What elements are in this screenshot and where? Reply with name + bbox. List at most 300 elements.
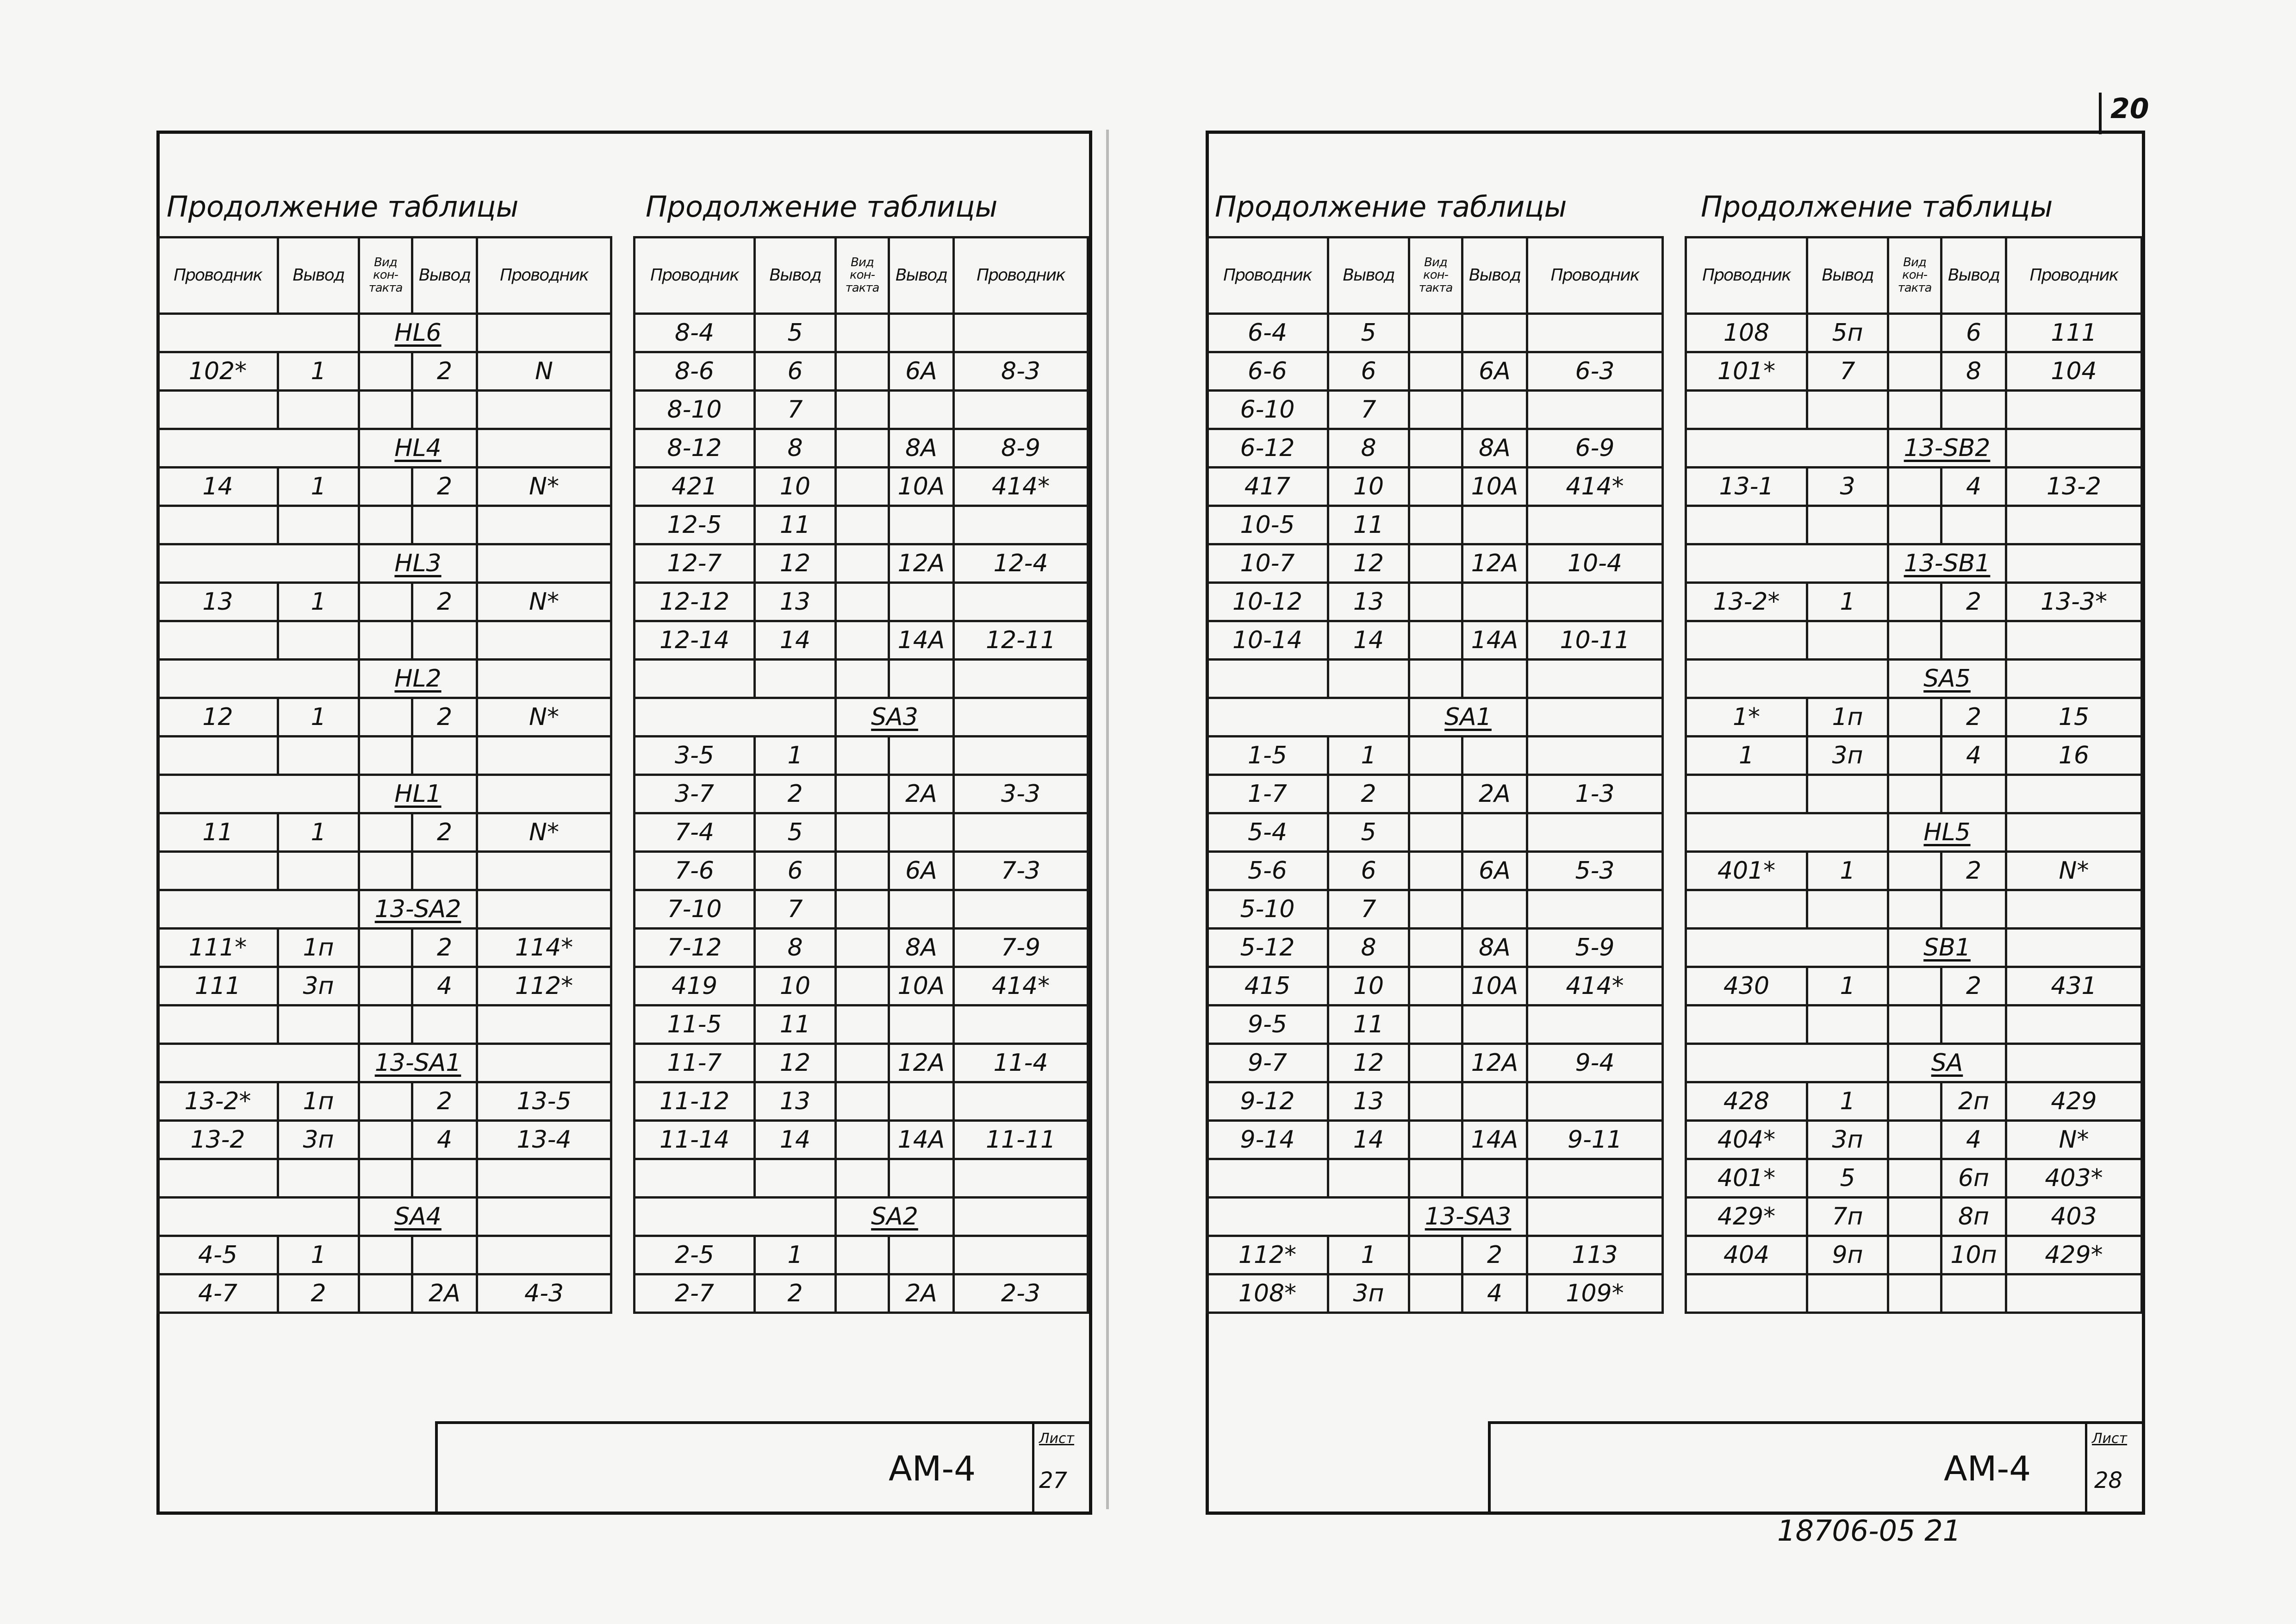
table-row bbox=[1686, 852, 2142, 890]
left-wiring-table-1 bbox=[156, 236, 612, 1314]
section-row bbox=[158, 1198, 611, 1236]
cell-terminal-to bbox=[1462, 1159, 1527, 1198]
table-row bbox=[635, 621, 1088, 660]
device-section-label: SA5 bbox=[1923, 665, 1971, 693]
cell-terminal-from bbox=[278, 1006, 359, 1044]
cell-terminal-to bbox=[1941, 506, 2006, 544]
cell-contact-kind bbox=[836, 813, 889, 852]
cell-terminal-from bbox=[1328, 1159, 1409, 1198]
table-row-empty bbox=[158, 737, 611, 775]
cell-conductor-from: 102* bbox=[158, 352, 278, 391]
cell-conductor-to: N* bbox=[477, 813, 611, 852]
cell-terminal-from: 14 bbox=[755, 1121, 836, 1159]
cell-terminal-to: 10А bbox=[889, 967, 954, 1006]
cell-contact-kind bbox=[359, 737, 412, 775]
cell-terminal-to: 8п bbox=[1941, 1198, 2006, 1236]
cell-contact-kind bbox=[1888, 775, 1941, 813]
table-row bbox=[1207, 1236, 1663, 1274]
cell-contact-kind bbox=[1888, 1274, 1941, 1313]
header-conductor-to: Проводник bbox=[477, 237, 611, 314]
left-sheet-number: 27 bbox=[1039, 1468, 1068, 1493]
table-row bbox=[1207, 391, 1663, 429]
table-row bbox=[1207, 929, 1663, 967]
cell-conductor-to: 10-11 bbox=[1527, 621, 1663, 660]
cell-terminal-to: 14А bbox=[1462, 621, 1527, 660]
cell-contact-kind bbox=[359, 1159, 412, 1198]
cell-terminal-to: 8А bbox=[889, 429, 954, 468]
cell-conductor-to bbox=[954, 583, 1088, 621]
cell-contact-kind bbox=[1888, 1121, 1941, 1159]
cell-terminal-from: 11 bbox=[755, 506, 836, 544]
section-row bbox=[635, 698, 1088, 737]
cell-terminal-from: 5п bbox=[1807, 314, 1888, 352]
table-row bbox=[158, 1082, 611, 1121]
left-table2-heading: Продолжение таблицы bbox=[646, 190, 998, 224]
table-row bbox=[1686, 583, 2142, 621]
cell-conductor-to bbox=[1527, 1082, 1663, 1121]
cell-conductor-to bbox=[477, 1159, 611, 1198]
cell-conductor-from: 13-2 bbox=[158, 1121, 278, 1159]
table-row-empty bbox=[1686, 890, 2142, 929]
cell-conductor-from: 7-4 bbox=[635, 813, 755, 852]
cell-terminal-from: 1 bbox=[278, 352, 359, 391]
cell-conductor-from: 112* bbox=[1207, 1236, 1328, 1274]
cell-terminal-to: 10А bbox=[1462, 468, 1527, 506]
cell-conductor-from bbox=[158, 737, 278, 775]
cell-conductor-to bbox=[1527, 660, 1663, 698]
cell-terminal-to: 2 bbox=[1941, 967, 2006, 1006]
cell-conductor-from: 10-5 bbox=[1207, 506, 1328, 544]
cell-conductor-to: 13-3* bbox=[2006, 583, 2142, 621]
cell-conductor-to: 114* bbox=[477, 929, 611, 967]
cell-conductor-from: 9-14 bbox=[1207, 1121, 1328, 1159]
right-sheet-number: 28 bbox=[2094, 1468, 2123, 1493]
table-row-empty bbox=[1207, 660, 1663, 698]
cell-terminal-from: 13 bbox=[1328, 583, 1409, 621]
table-row bbox=[1686, 1198, 2142, 1236]
table-row bbox=[1686, 737, 2142, 775]
table-row bbox=[158, 1236, 611, 1274]
cell-contact-kind bbox=[1888, 352, 1941, 391]
cell-contact-kind bbox=[359, 468, 412, 506]
cell-terminal-from: 5 bbox=[1328, 314, 1409, 352]
cell-terminal-from bbox=[278, 621, 359, 660]
section-label-cell bbox=[836, 1198, 954, 1236]
cell-conductor-from: 7-10 bbox=[635, 890, 755, 929]
cell-terminal-to: 2 bbox=[412, 929, 477, 967]
cell-conductor-to: 16 bbox=[2006, 737, 2142, 775]
cell-conductor-from: 8-10 bbox=[635, 391, 755, 429]
cell-conductor-from: 12-5 bbox=[635, 506, 755, 544]
cell-contact-kind bbox=[1409, 352, 1462, 391]
header-terminal-to: Вывод bbox=[1462, 237, 1527, 314]
cell-conductor-to bbox=[477, 737, 611, 775]
cell-terminal-to: 4 bbox=[1941, 737, 2006, 775]
cell-conductor-to: 13-2 bbox=[2006, 468, 2142, 506]
right-sheet-label: Лист bbox=[2092, 1430, 2128, 1447]
cell-conductor-from: 108* bbox=[1207, 1274, 1328, 1313]
cell-terminal-to bbox=[412, 737, 477, 775]
cell-contact-kind bbox=[1888, 1198, 1941, 1236]
cell-terminal-from: 3п bbox=[1807, 737, 1888, 775]
table-row bbox=[635, 468, 1088, 506]
cell-contact-kind bbox=[1409, 890, 1462, 929]
cell-terminal-from: 10 bbox=[755, 468, 836, 506]
section-label-cell bbox=[359, 1198, 477, 1236]
header-contact-kind: Вид кон-такта bbox=[359, 237, 412, 314]
section-spacer bbox=[954, 698, 1088, 737]
header-conductor-to: Проводник bbox=[1527, 237, 1663, 314]
cell-conductor-to: 104 bbox=[2006, 352, 2142, 391]
device-section-label: 13-SB1 bbox=[1904, 550, 1991, 577]
cell-conductor-to bbox=[2006, 890, 2142, 929]
cell-terminal-to bbox=[412, 391, 477, 429]
cell-terminal-from bbox=[1807, 890, 1888, 929]
cell-terminal-to: 12А bbox=[1462, 544, 1527, 583]
section-spacer bbox=[477, 544, 611, 583]
cell-terminal-from: 7 bbox=[1328, 890, 1409, 929]
table-row bbox=[1207, 890, 1663, 929]
cell-terminal-to bbox=[1941, 1274, 2006, 1313]
section-spacer bbox=[158, 314, 359, 352]
cell-contact-kind bbox=[1888, 1082, 1941, 1121]
cell-terminal-from: 1 bbox=[1807, 852, 1888, 890]
cell-conductor-from: 111* bbox=[158, 929, 278, 967]
cell-contact-kind bbox=[1409, 1044, 1462, 1082]
header-terminal-to: Вывод bbox=[889, 237, 954, 314]
cell-terminal-from: 8 bbox=[755, 929, 836, 967]
cell-conductor-from: 404* bbox=[1686, 1121, 1807, 1159]
device-section-label: 13-SA2 bbox=[374, 895, 461, 923]
cell-contact-kind bbox=[1409, 1006, 1462, 1044]
table-row-empty bbox=[158, 1159, 611, 1198]
section-row bbox=[1686, 1044, 2142, 1082]
cell-contact-kind bbox=[836, 583, 889, 621]
cell-contact-kind bbox=[1888, 852, 1941, 890]
cell-contact-kind bbox=[359, 1121, 412, 1159]
section-spacer bbox=[477, 890, 611, 929]
cell-contact-kind bbox=[359, 1082, 412, 1121]
cell-contact-kind bbox=[836, 352, 889, 391]
cell-terminal-from: 1 bbox=[1807, 583, 1888, 621]
table-row bbox=[1207, 967, 1663, 1006]
cell-contact-kind bbox=[836, 1006, 889, 1044]
cell-terminal-from bbox=[278, 852, 359, 890]
section-row bbox=[158, 775, 611, 813]
header-terminal-to: Вывод bbox=[1941, 237, 2006, 314]
cell-conductor-from bbox=[158, 852, 278, 890]
cell-terminal-to: 2 bbox=[1941, 583, 2006, 621]
cell-conductor-to: 6-3 bbox=[1527, 352, 1663, 391]
cell-terminal-to bbox=[889, 314, 954, 352]
cell-conductor-from: 3-7 bbox=[635, 775, 755, 813]
cell-terminal-from: 14 bbox=[1328, 621, 1409, 660]
cell-conductor-from: 401* bbox=[1686, 852, 1807, 890]
cell-conductor-from bbox=[1686, 506, 1807, 544]
cell-terminal-from: 9п bbox=[1807, 1236, 1888, 1274]
cell-contact-kind bbox=[836, 660, 889, 698]
cell-terminal-from bbox=[278, 737, 359, 775]
cell-terminal-to bbox=[1941, 1006, 2006, 1044]
cell-terminal-to bbox=[1462, 890, 1527, 929]
device-section-label: 13-SB2 bbox=[1904, 434, 1991, 462]
section-row bbox=[158, 660, 611, 698]
table-row bbox=[158, 352, 611, 391]
cell-conductor-from: 421 bbox=[635, 468, 755, 506]
cell-terminal-to bbox=[889, 1006, 954, 1044]
table-row bbox=[1686, 352, 2142, 391]
cell-conductor-from: 108 bbox=[1686, 314, 1807, 352]
cell-terminal-to: 2п bbox=[1941, 1082, 2006, 1121]
cell-conductor-from: 7-12 bbox=[635, 929, 755, 967]
cell-contact-kind bbox=[836, 1121, 889, 1159]
cell-conductor-to: 403* bbox=[2006, 1159, 2142, 1198]
right-wiring-table-1 bbox=[1206, 236, 1664, 1314]
cell-contact-kind bbox=[1409, 506, 1462, 544]
cell-conductor-to bbox=[1527, 391, 1663, 429]
cell-contact-kind bbox=[359, 929, 412, 967]
table-row bbox=[1207, 813, 1663, 852]
cell-terminal-from: 2 bbox=[755, 775, 836, 813]
cell-conductor-to bbox=[1527, 1159, 1663, 1198]
cell-terminal-to: 2 bbox=[412, 1082, 477, 1121]
header-conductor-from: Проводник bbox=[1207, 237, 1328, 314]
cell-conductor-to bbox=[1527, 583, 1663, 621]
cell-contact-kind bbox=[836, 468, 889, 506]
cell-contact-kind bbox=[1888, 737, 1941, 775]
section-label-cell bbox=[359, 660, 477, 698]
cell-terminal-to bbox=[889, 1159, 954, 1198]
header-contact-kind: Вид кон-такта bbox=[1409, 237, 1462, 314]
cell-terminal-from: 12 bbox=[755, 1044, 836, 1082]
device-section-label: SA4 bbox=[394, 1203, 442, 1230]
cell-terminal-from: 1п bbox=[278, 929, 359, 967]
cell-contact-kind bbox=[1888, 391, 1941, 429]
cell-conductor-to: 11-11 bbox=[954, 1121, 1088, 1159]
table-row bbox=[158, 929, 611, 967]
cell-contact-kind bbox=[359, 391, 412, 429]
cell-terminal-from: 1 bbox=[278, 813, 359, 852]
header-conductor-to: Проводник bbox=[2006, 237, 2142, 314]
cell-conductor-from: 11-14 bbox=[635, 1121, 755, 1159]
table-row bbox=[635, 929, 1088, 967]
cell-terminal-to: 8А bbox=[889, 929, 954, 967]
cell-contact-kind bbox=[1409, 429, 1462, 468]
device-section-label: HL6 bbox=[394, 319, 442, 347]
table-row bbox=[635, 737, 1088, 775]
cell-contact-kind bbox=[836, 314, 889, 352]
document-number: 18706-05 21 bbox=[1777, 1514, 1961, 1548]
cell-contact-kind bbox=[359, 506, 412, 544]
cell-conductor-to bbox=[2006, 1274, 2142, 1313]
cell-conductor-to bbox=[2006, 775, 2142, 813]
cell-contact-kind bbox=[359, 852, 412, 890]
cell-conductor-from: 8-12 bbox=[635, 429, 755, 468]
cell-terminal-from: 13 bbox=[1328, 1082, 1409, 1121]
cell-contact-kind bbox=[836, 621, 889, 660]
section-row bbox=[158, 890, 611, 929]
section-label-cell bbox=[359, 775, 477, 813]
table-row bbox=[1207, 352, 1663, 391]
cell-conductor-from: 6-6 bbox=[1207, 352, 1328, 391]
header-conductor-to: Проводник bbox=[954, 237, 1088, 314]
cell-terminal-to bbox=[1462, 813, 1527, 852]
device-section-label: HL3 bbox=[394, 550, 442, 577]
header-conductor-from: Проводник bbox=[1686, 237, 1807, 314]
cell-terminal-to bbox=[1462, 506, 1527, 544]
cell-conductor-from: 428 bbox=[1686, 1082, 1807, 1121]
cell-terminal-from bbox=[1807, 506, 1888, 544]
table-header-row bbox=[635, 237, 1088, 314]
cell-conductor-from: 415 bbox=[1207, 967, 1328, 1006]
cell-conductor-to bbox=[2006, 391, 2142, 429]
table-row-empty bbox=[1686, 1006, 2142, 1044]
table-row bbox=[158, 468, 611, 506]
table-header-row bbox=[158, 237, 611, 314]
cell-conductor-to: N bbox=[477, 352, 611, 391]
cell-terminal-from: 1 bbox=[278, 468, 359, 506]
section-label-cell bbox=[359, 314, 477, 352]
cell-terminal-from: 7 bbox=[755, 391, 836, 429]
section-spacer bbox=[477, 1198, 611, 1236]
cell-terminal-from: 12 bbox=[1328, 544, 1409, 583]
header-terminal-from: Вывод bbox=[1807, 237, 1888, 314]
cell-conductor-to bbox=[954, 890, 1088, 929]
section-spacer bbox=[954, 1198, 1088, 1236]
cell-terminal-from: 13 bbox=[755, 1082, 836, 1121]
cell-terminal-from bbox=[1807, 775, 1888, 813]
section-row bbox=[1686, 929, 2142, 967]
section-spacer bbox=[158, 890, 359, 929]
section-spacer bbox=[2006, 544, 2142, 583]
cell-terminal-to: 14А bbox=[889, 1121, 954, 1159]
cell-contact-kind bbox=[1888, 698, 1941, 737]
table-row-empty bbox=[158, 391, 611, 429]
header-conductor-from: Проводник bbox=[635, 237, 755, 314]
cell-terminal-from bbox=[278, 391, 359, 429]
cell-terminal-from: 1 bbox=[1807, 1082, 1888, 1121]
cell-conductor-to bbox=[477, 391, 611, 429]
cell-conductor-to: 11-4 bbox=[954, 1044, 1088, 1082]
cell-conductor-from: 13-2* bbox=[158, 1082, 278, 1121]
cell-conductor-to bbox=[2006, 621, 2142, 660]
cell-conductor-from: 401* bbox=[1686, 1159, 1807, 1198]
table-row bbox=[1207, 506, 1663, 544]
cell-conductor-to: 431 bbox=[2006, 967, 2142, 1006]
cell-terminal-to: 6А bbox=[889, 852, 954, 890]
cell-conductor-to bbox=[477, 852, 611, 890]
section-row bbox=[1686, 660, 2142, 698]
section-spacer bbox=[477, 775, 611, 813]
table-row-empty bbox=[635, 660, 1088, 698]
cell-contact-kind bbox=[1888, 506, 1941, 544]
cell-contact-kind bbox=[359, 1006, 412, 1044]
cell-conductor-from: 1 bbox=[1686, 737, 1807, 775]
cell-conductor-to: 9-4 bbox=[1527, 1044, 1663, 1082]
cell-conductor-from: 9-5 bbox=[1207, 1006, 1328, 1044]
cell-terminal-from: 8 bbox=[1328, 929, 1409, 967]
cell-terminal-from bbox=[755, 660, 836, 698]
table-row bbox=[1686, 468, 2142, 506]
cell-terminal-to: 14А bbox=[889, 621, 954, 660]
cell-conductor-from: 13 bbox=[158, 583, 278, 621]
device-section-label: SA3 bbox=[871, 703, 918, 731]
cell-contact-kind bbox=[1409, 544, 1462, 583]
section-spacer bbox=[1686, 660, 1888, 698]
cell-conductor-from: 3-5 bbox=[635, 737, 755, 775]
cell-conductor-from bbox=[1686, 391, 1807, 429]
left-wiring-table-2 bbox=[633, 236, 1089, 1314]
cell-conductor-from: 8-6 bbox=[635, 352, 755, 391]
cell-terminal-from: 1п bbox=[1807, 698, 1888, 737]
table-row bbox=[635, 1274, 1088, 1313]
cell-conductor-to bbox=[1527, 314, 1663, 352]
cell-terminal-to: 4 bbox=[412, 1121, 477, 1159]
section-spacer bbox=[1527, 1198, 1663, 1236]
cell-terminal-from: 12 bbox=[755, 544, 836, 583]
cell-terminal-to bbox=[1462, 660, 1527, 698]
table-row bbox=[1207, 1121, 1663, 1159]
section-spacer bbox=[2006, 660, 2142, 698]
cell-conductor-from bbox=[1686, 1274, 1807, 1313]
device-section-label: HL2 bbox=[394, 665, 442, 693]
table-row bbox=[1207, 429, 1663, 468]
cell-terminal-to bbox=[889, 890, 954, 929]
section-label-cell bbox=[359, 429, 477, 468]
device-section-label: HL5 bbox=[1923, 818, 1971, 846]
section-spacer bbox=[1686, 544, 1888, 583]
cell-conductor-from: 8-4 bbox=[635, 314, 755, 352]
cell-conductor-to bbox=[954, 314, 1088, 352]
cell-conductor-to bbox=[1527, 1006, 1663, 1044]
cell-conductor-to: 4-3 bbox=[477, 1274, 611, 1313]
cell-conductor-from: 11-5 bbox=[635, 1006, 755, 1044]
cell-contact-kind bbox=[1888, 621, 1941, 660]
cell-contact-kind bbox=[359, 698, 412, 737]
cell-conductor-to: 414* bbox=[954, 468, 1088, 506]
table-row bbox=[1686, 1159, 2142, 1198]
section-label-cell bbox=[1888, 929, 2006, 967]
table-row-empty bbox=[158, 506, 611, 544]
section-spacer bbox=[158, 1198, 359, 1236]
cell-contact-kind bbox=[1409, 737, 1462, 775]
cell-terminal-to bbox=[412, 506, 477, 544]
cell-conductor-from bbox=[635, 1159, 755, 1198]
cell-terminal-to bbox=[889, 583, 954, 621]
cell-terminal-to bbox=[1941, 775, 2006, 813]
cell-terminal-from: 7 bbox=[1328, 391, 1409, 429]
cell-contact-kind bbox=[1409, 1082, 1462, 1121]
cell-conductor-to: 6-9 bbox=[1527, 429, 1663, 468]
cell-contact-kind bbox=[359, 813, 412, 852]
cell-terminal-from: 1 bbox=[755, 1236, 836, 1274]
cell-conductor-from bbox=[1686, 621, 1807, 660]
section-label-cell bbox=[1888, 544, 2006, 583]
cell-conductor-from: 404 bbox=[1686, 1236, 1807, 1274]
table-row bbox=[1207, 852, 1663, 890]
table-row bbox=[1207, 1274, 1663, 1313]
cell-conductor-from: 6-10 bbox=[1207, 391, 1328, 429]
section-row bbox=[1686, 429, 2142, 468]
cell-conductor-from: 5-4 bbox=[1207, 813, 1328, 852]
cell-conductor-to bbox=[477, 506, 611, 544]
cell-contact-kind bbox=[359, 967, 412, 1006]
cell-terminal-from: 6 bbox=[1328, 352, 1409, 391]
table-row bbox=[158, 967, 611, 1006]
cell-conductor-to: N* bbox=[477, 583, 611, 621]
cell-terminal-to bbox=[1941, 391, 2006, 429]
cell-conductor-from: 5-6 bbox=[1207, 852, 1328, 890]
